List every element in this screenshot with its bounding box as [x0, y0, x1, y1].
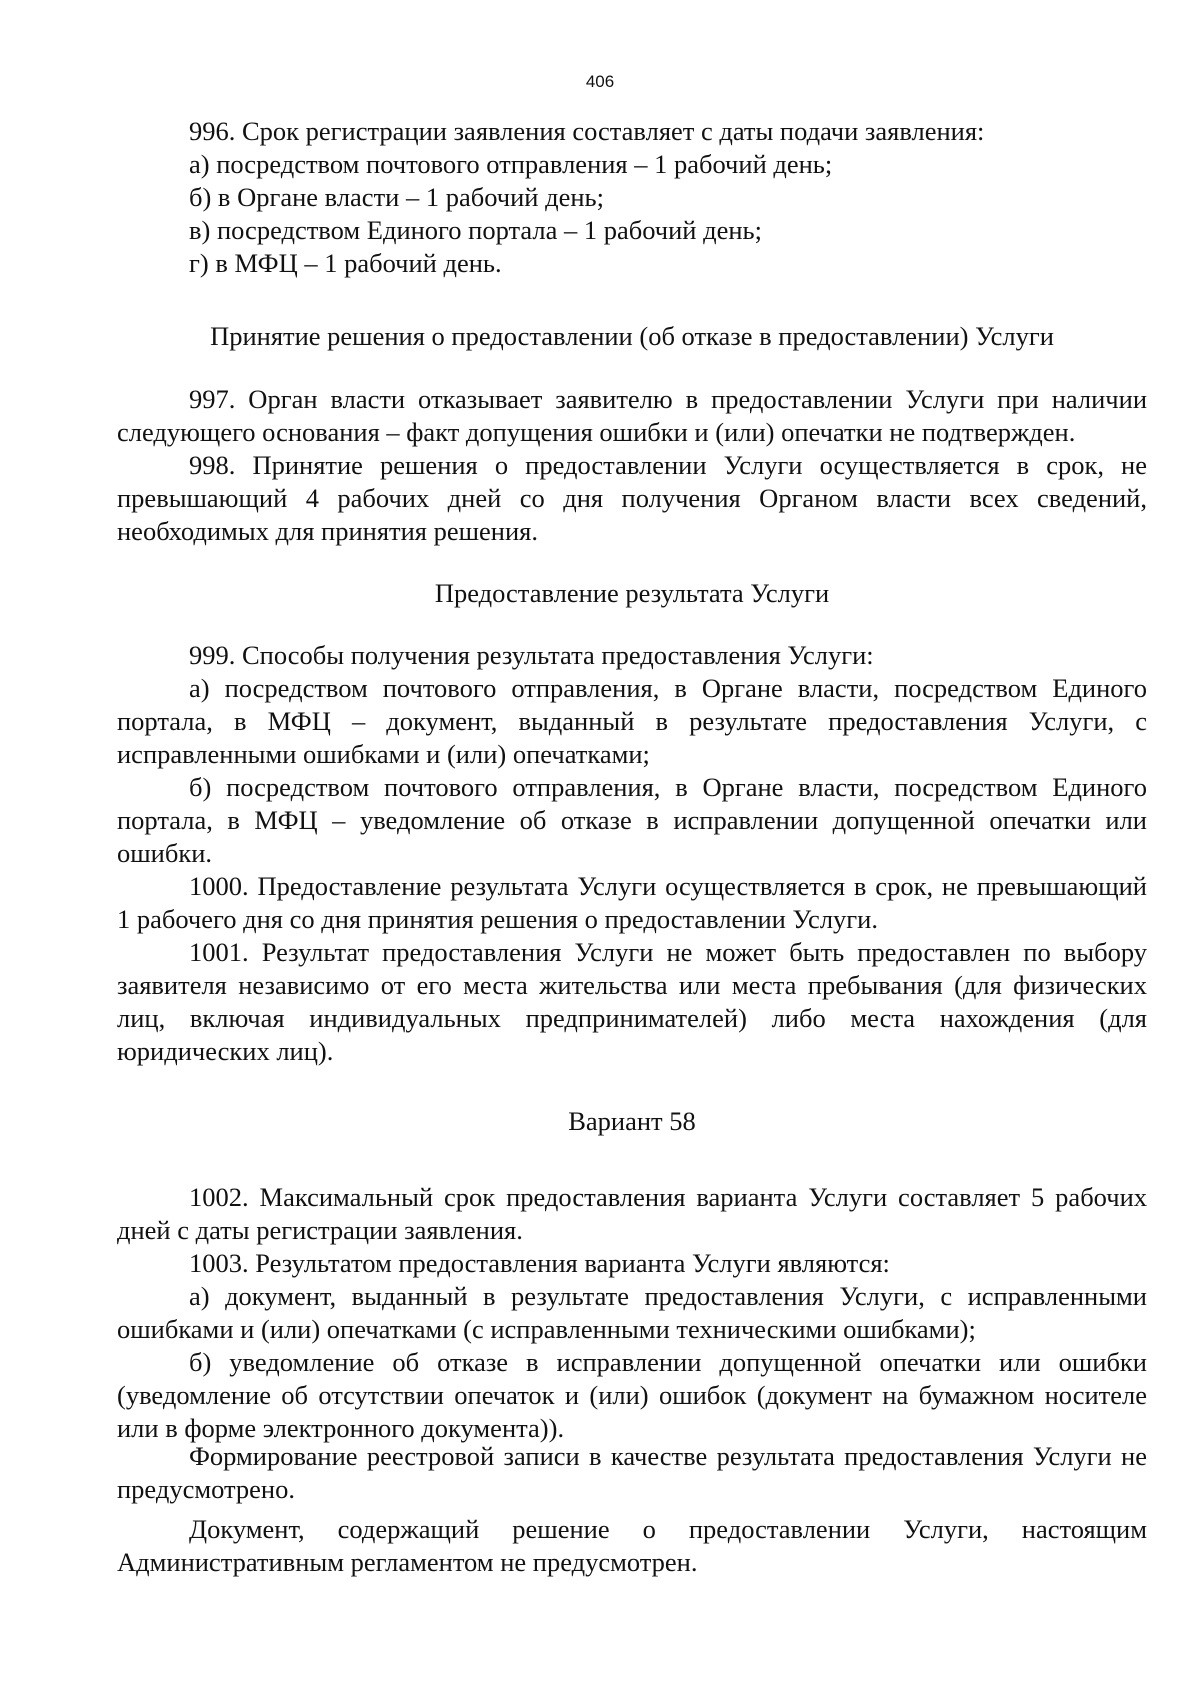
paragraph: 999. Способы получения результата предоставления Услуги:: [189, 640, 874, 670]
list-item: а) документ, выданный в результате предоставления Услуги, с исправленными ошибками и (или) опечатками (с исправленными техническими ошибками);: [117, 1281, 1147, 1344]
section-heading-variant: [117, 1105, 1147, 1138]
paragraph: Документ, содержащий решение о предоставлении Услуги, настоящим Административным регламентом не предусмотрен.: [117, 1514, 1147, 1577]
section-variant-58: [117, 1181, 1147, 1445]
section-result: [117, 639, 1147, 1068]
section-decision: [117, 383, 1147, 548]
section-heading-result: [117, 577, 1147, 610]
paragraph: 1002. Максимальный срок предоставления варианта Услуги составляет 5 рабочих дней с даты регистрации заявления.: [117, 1182, 1147, 1245]
paragraph: 1001. Результат предоставления Услуги не может быть предоставлен по выбору заявителя независимо от его места жительства или места пребывания (для физических лиц, включая индивидуальных предпринимателей) либо места нахождения (для юридических лиц).: [117, 937, 1147, 1066]
list-item: в) посредством Единого портала – 1 рабочий день;: [189, 215, 762, 245]
paragraph: 996. Срок регистрации заявления составляет с даты подачи заявления:: [189, 116, 985, 146]
section-heading: Принятие решения о предоставлении (об отказе в предоставлении) Услуги: [210, 321, 1054, 351]
paragraph: 998. Принятие решения о предоставлении Услуги осуществляется в срок, не превышающий 4 рабочих дней со дня получения Органом власти всех сведений, необходимых для принятия решения.: [117, 450, 1147, 546]
list-item: а) посредством почтового отправления, в Органе власти, посредством Единого портала, в МФЦ – документ, выданный в результате предоставления Услуги, с исправленными ошибками и (или) опечатками;: [117, 673, 1147, 769]
section-registration-terms: [117, 115, 1147, 280]
paragraph: 997. Орган власти отказывает заявителю в предоставлении Услуги при наличии следующего основания – факт допущения ошибки и (или) опечатки не подтвержден.: [117, 384, 1147, 447]
list-item: б) посредством почтового отправления, в Органе власти, посредством Единого портала, в МФЦ – уведомление об отказе в исправлении допущенной опечатки или ошибки.: [117, 772, 1147, 868]
page-number: 406: [585, 72, 615, 91]
paragraph: Формирование реестровой записи в качестве результата предоставления Услуги не предусмотрено.: [117, 1441, 1147, 1504]
list-item: а) посредством почтового отправления – 1 рабочий день;: [189, 149, 833, 179]
paragraph: 1000. Предоставление результата Услуги осуществляется в срок, не превышающий 1 рабочего дня со дня принятия решения о предоставлении Услуги.: [117, 871, 1147, 934]
section-heading-decision: [117, 320, 1147, 353]
paragraph: 1003. Результатом предоставления варианта Услуги являются:: [189, 1248, 890, 1278]
section-decision-document-note: [117, 1513, 1147, 1579]
section-heading: Вариант 58: [568, 1106, 696, 1136]
list-item: б) в Органе власти – 1 рабочий день;: [189, 182, 604, 212]
list-item: б) уведомление об отказе в исправлении допущенной опечатки или ошибки (уведомление об отсутствии опечаток и (или) ошибок (документ на бумажном носителе или в форме электронного документа)).: [117, 1347, 1147, 1443]
section-heading: Предоставление результата Услуги: [434, 578, 830, 608]
list-item: г) в МФЦ – 1 рабочий день.: [189, 248, 502, 278]
section-registry-note: [117, 1440, 1147, 1506]
